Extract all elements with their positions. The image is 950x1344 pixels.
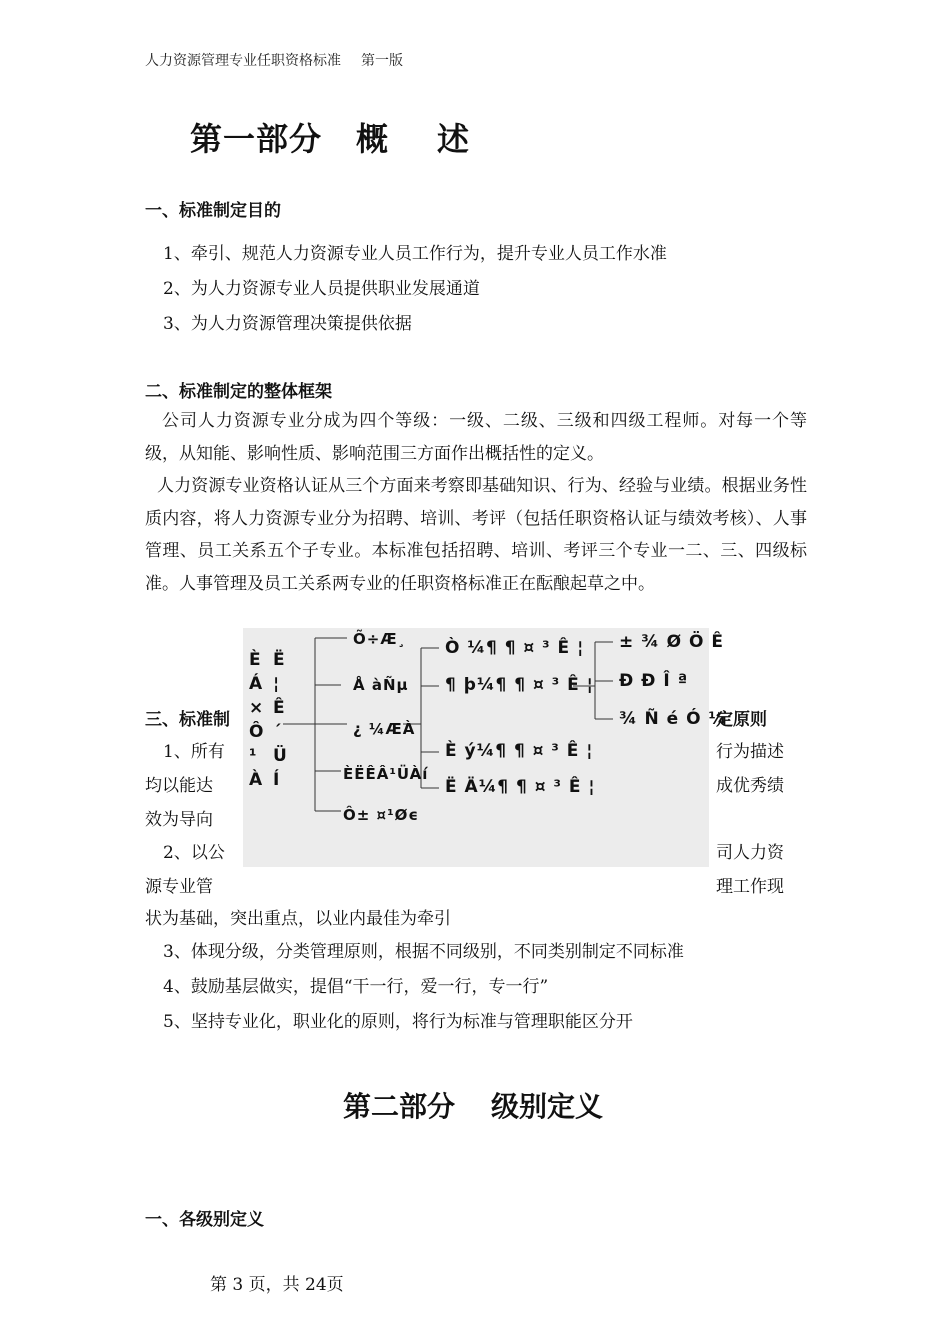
section4-heading: 一、各级别定义 <box>145 1210 264 1230</box>
diagram-root-char: Ê <box>273 698 286 718</box>
section1-item: 2、为人力资源专业人员提供职业发展通道 <box>163 279 480 299</box>
diagram-root-char: ¹ <box>249 746 258 766</box>
section2-body <box>145 405 807 600</box>
section3-line: 理工作现 <box>716 877 784 897</box>
section3-line: 2、以公 <box>163 843 225 863</box>
diagram-root-char: Ü <box>273 746 288 766</box>
section3-line: 效为导向 <box>145 810 213 830</box>
header-title: 人力资源管理专业任职资格标准 <box>145 53 341 69</box>
diagram-criterion: ¾ Ñ é Ó ¼ <box>619 709 728 729</box>
part1-label: 第一部分 <box>190 120 323 158</box>
section3-line: 1、所有 <box>163 742 225 762</box>
part1-title <box>190 114 470 160</box>
section3-heading-right: 定原则 <box>716 710 767 730</box>
section3-line: 源专业管 <box>145 877 213 897</box>
section2-heading: 二、标准制定的整体框架 <box>145 382 332 402</box>
diagram-root-char: ¦ <box>273 674 281 694</box>
part2-heading: 级别定义 <box>491 1090 604 1123</box>
diagram-criterion: ± ¾ Ø Ö Ê <box>619 632 725 652</box>
diagram-branch: ÈËÊÂ¹ÜÀí <box>343 765 429 783</box>
running-header <box>145 50 403 70</box>
section1-item: 3、为人力资源管理决策提供依据 <box>163 314 412 334</box>
diagram-root-char: È <box>249 650 262 670</box>
diagram-root-char: À <box>249 770 264 790</box>
section1-item: 1、牵引、规范人力资源专业人员工作行为，提升专业人员工作水准 <box>163 244 667 264</box>
section1-heading: 一、标准制定目的 <box>145 201 281 221</box>
header-version: 第一版 <box>361 53 403 69</box>
diagram-root-char: Í <box>273 770 281 790</box>
part1-word2: 述 <box>437 120 471 158</box>
diagram-level: ¶ þ¼¶ ¶ ¤ ³ Ê ¦ <box>445 675 594 695</box>
diagram-branch: Ô± ¤¹Øϵ <box>343 806 420 824</box>
section3-line: 均以能达 <box>145 776 213 796</box>
section3-line: 行为描述 <box>716 742 784 762</box>
section3-line: 成优秀绩 <box>716 776 784 796</box>
section3-item: 4、鼓励基层做实，提倡“干一行，爱一行，专一行” <box>163 977 549 997</box>
section3-line: 状为基础，突出重点，以业内最佳为牵引 <box>145 909 451 929</box>
page-number: 第 3 页，共 24页 <box>210 1275 344 1295</box>
diagram-root-char: Á <box>249 674 264 694</box>
section3-item: 3、体现分级，分类管理原则，根据不同级别，不同类别制定不同标准 <box>163 942 684 962</box>
diagram-branch: Å àÑµ <box>353 676 409 694</box>
section3-heading-left: 三、标准制 <box>145 710 230 730</box>
part2-title <box>343 1085 603 1125</box>
part2-label: 第二部分 <box>343 1090 456 1123</box>
diagram-level: Ë Ä¼¶ ¶ ¤ ³ Ê ¦ <box>445 777 596 797</box>
diagram-root-char: ´ <box>273 722 283 742</box>
diagram-criterion: Ð Ð Î ª <box>619 671 689 691</box>
diagram-branch: Õ÷Æ¸ <box>353 630 407 648</box>
diagram-root-char: × <box>249 698 265 718</box>
section2-paragraph-1: 公司人力资源专业分成为四个等级：一级、二级、三级和四级工程师。对每一个等级，从知能、影响性质、影响范围三方面作出概括性的定义。 <box>145 411 807 464</box>
section3-item: 5、坚持专业化，职业化的原则，将行为标准与管理职能区分开 <box>163 1012 633 1032</box>
framework-diagram <box>243 628 728 867</box>
section2-paragraph-2: 人力资源专业资格认证从三个方面来考察即基础知识、行为、经验与业绩。根据业务性质内容，将人力资源专业分为招聘、培训、考评（包括任职资格认证与绩效考核）、人事管理、员工关系五个子专业。本标准包括招聘、培训、考评三个专业一二、三、四级标准。人事管理及员工关系两专业的任职资格标准正在酝酿起草之中。 <box>145 476 807 594</box>
diagram-branch: ¿ ¼ÆÀ <box>353 720 416 738</box>
diagram-root-char: Ë <box>273 650 286 670</box>
diagram-level: È ý¼¶ ¶ ¤ ³ Ê ¦ <box>445 741 594 761</box>
diagram-level: Ò ¼¶ ¶ ¤ ³ Ê ¦ <box>445 638 585 658</box>
part1-word1: 概 <box>356 120 390 158</box>
diagram-root-char: Ô <box>249 722 265 742</box>
section3-line: 司人力资 <box>716 843 784 863</box>
